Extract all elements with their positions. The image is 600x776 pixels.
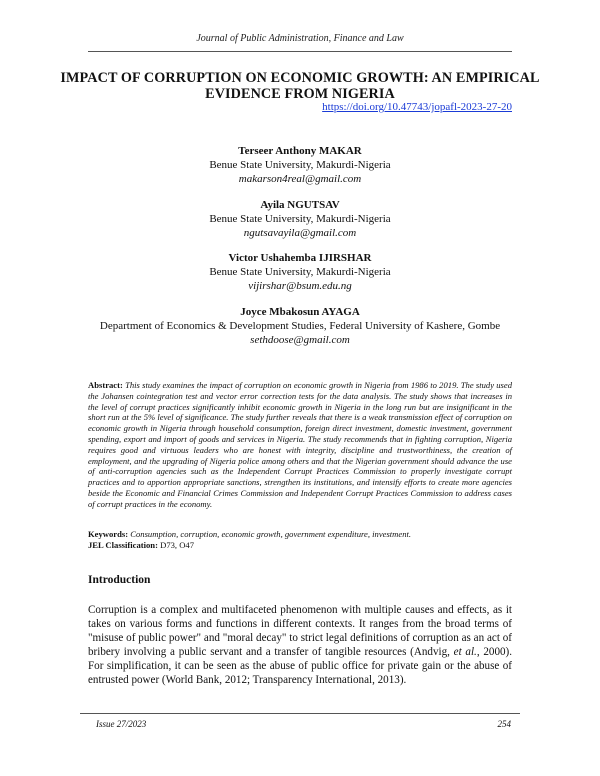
abstract-text: This study examines the impact of corruption on economic growth in Nigeria from 1986 to 2019. The study used the Johansen cointegration test and vector error correction tests for the data analysis. The study shows that increases in the level of corrupt practices significantly inhibit economic growth in Nigeria in the long run but are insignificant in the short run at the 5% level of significance. The study further reveals that there is a weak transmission effect of corruption on economic growth in Nigeria through household consumption, foreign direct investment, domestic investment, government spending, export and import of goods and services in Nigeria. The study recommends that in fighting corruption, Nigeria requires good and virtuous leaders who are honest with integrity, discipline and trustworthiness, the creation of employment, and the upgrading of Nigeria police among others and that the Nigerian government should advance the use of anti-corruption agencies such as the Independent Corrupt Practices Commission to properly investigate corrupt practices and to apportion appropriate sanctions, strengthen its institutions, and intensify efforts to create more agencies beside the Economic and Financial Crimes Commission and Independent Corrupt Practices Commission to address cases of corrupt practices in the economy. (88, 380, 513, 509)
author-2 (90, 198, 510, 240)
jel-label: JEL Classification: (88, 540, 158, 550)
footer-page-number: 254 (497, 719, 511, 729)
author-email[interactable]: makarson4real@gmail.com (238, 173, 362, 185)
author-email[interactable]: ngutsavayila@gmail.com (243, 227, 357, 239)
author-name: Ayila NGUTSAV (260, 199, 340, 211)
author-name: Terseer Anthony MAKAR (238, 145, 362, 157)
journal-header: Journal of Public Administration, Finance and Law (196, 33, 404, 44)
header-divider (88, 51, 512, 52)
doi-link[interactable]: https://doi.org/10.47743/jopafl-2023-27-20 (322, 101, 512, 113)
paper-title: IMPACT OF CORRUPTION ON ECONOMIC GROWTH: AN EMPIRICAL EVIDENCE FROM NIGERIA (60, 70, 540, 102)
section-heading-introduction: Introduction (88, 574, 151, 586)
jel-classification (88, 540, 512, 551)
jel-codes: D73, O47 (160, 540, 195, 550)
intro-text-part1: Corruption is a complex and multifaceted phenomenon with multiple causes and effects, as it takes on various forms and functions in different contexts. It ranges from the broad terms of "misuse of public power" and "moral decay" to strict legal definitions of corruption as an act of bribery involving a public servant and a transfer of tangible resources (Andvig, (88, 604, 512, 658)
footer-divider (80, 713, 520, 714)
intro-text-italic: et al. (453, 646, 477, 658)
abstract (88, 380, 512, 510)
author-affiliation: Benue State University, Makurdi-Nigeria (209, 159, 391, 171)
keywords (88, 529, 512, 540)
author-1 (90, 144, 510, 186)
intro-text-part2: , 2000). For simplification, it can be seen as the abuse of public office for private gain or the abuse of entrusted power (World Bank, 2012; Transparency International, 2013). (88, 646, 513, 686)
author-3 (90, 251, 510, 293)
author-4 (95, 305, 505, 347)
keywords-text: Consumption, corruption, economic growth, government expenditure, investment. (130, 529, 412, 539)
author-email[interactable]: sethdoose@gmail.com (250, 334, 350, 346)
abstract-label: Abstract: (88, 380, 123, 390)
author-affiliation: Department of Economics & Development Studies, Federal University of Kashere, Gombe (99, 320, 501, 332)
author-name: Victor Ushahemba IJIRSHAR (228, 252, 372, 264)
footer-issue: Issue 27/2023 (96, 719, 147, 729)
author-email[interactable]: vijirshar@bsum.edu.ng (248, 280, 352, 292)
author-name: Joyce Mbakosun AYAGA (240, 306, 360, 318)
keywords-label: Keywords: (88, 529, 129, 539)
author-affiliation: Benue State University, Makurdi-Nigeria (209, 266, 391, 278)
author-affiliation: Benue State University, Makurdi-Nigeria (209, 213, 391, 225)
introduction-paragraph (88, 603, 512, 687)
